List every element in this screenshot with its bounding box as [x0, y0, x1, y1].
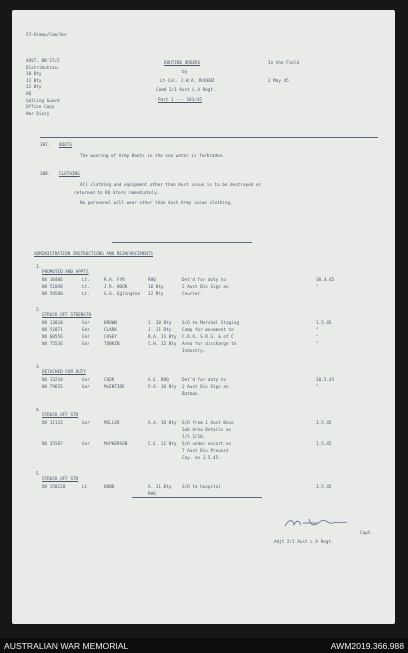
- row-unit: 10 Bty: [148, 285, 164, 290]
- row-unit: C.E. 11 Bty: [148, 442, 177, 447]
- row-no: NX 75536: [42, 342, 63, 347]
- by-label: by: [182, 70, 188, 75]
- footer-bar: [0, 638, 408, 653]
- row-detail: Camp for movement to: [182, 328, 234, 333]
- row-unit: 12 Bty: [148, 292, 164, 297]
- unit-name: Comd 2/1 Aust L A Regt.: [156, 88, 216, 93]
- row-detail: Courier.: [182, 292, 203, 297]
- row-name: COOK: [104, 378, 115, 383]
- row-detail: Area for discharge to: [182, 342, 237, 347]
- distribution-line: War Diary: [26, 111, 50, 117]
- header-divider: [40, 137, 378, 138]
- row-detail: Det'd for duty to: [182, 278, 226, 283]
- row-date: ": [316, 342, 319, 347]
- row-detail: S/O under escort as: [182, 442, 232, 447]
- row-no: NX 35507: [42, 442, 63, 447]
- item-number: 307.: [40, 143, 51, 148]
- row-date: 1.5.45: [316, 321, 332, 326]
- section-divider: [112, 242, 252, 243]
- row-detail: S/O to Marshal Staging: [182, 321, 239, 326]
- row-no: NX 51871: [42, 328, 63, 333]
- document-page: [12, 10, 395, 624]
- row-rank: Lt.: [82, 285, 90, 290]
- row-unit: J. 11 Bty: [148, 328, 172, 333]
- place: In the Field: [268, 61, 300, 66]
- row-detail: S/O from 1 Aust Base: [182, 421, 234, 426]
- row-no: NX 51848: [42, 285, 63, 290]
- end-divider: [132, 497, 262, 498]
- group-heading: STRUCK OFF STR: [42, 413, 79, 418]
- row-detail: Industry.: [182, 349, 206, 354]
- row-rank: Lt.: [82, 278, 90, 283]
- row-detail: Det'd for duty to: [182, 378, 226, 383]
- group-heading: STRUCK OFF STR: [42, 477, 79, 482]
- item-heading: BOOTS: [59, 143, 72, 148]
- row-date: ": [316, 285, 319, 290]
- row-date: 1.5.45: [316, 421, 332, 426]
- group-heading: DETACHED FOR DUTY: [42, 370, 86, 375]
- row-unit: A.A. 10 Bty: [148, 421, 177, 426]
- row-name: TONKIN: [104, 342, 120, 347]
- row-rank: Lt: [82, 485, 88, 490]
- row-detail: 1/5 2/10.: [182, 435, 206, 440]
- document-title: ROUTINE ORDERS: [164, 61, 201, 66]
- row-no: NX 13818: [42, 321, 63, 326]
- row-no: NX 60556: [42, 335, 63, 340]
- row-date: ": [316, 328, 319, 333]
- row-date: 1.5.45: [316, 442, 332, 447]
- section-title: ADMINISTRATION INSTRUCTIONS AND REINFORCEMENTS: [34, 252, 153, 257]
- group-number: 1.: [36, 265, 42, 270]
- row-rank: Gnr: [82, 335, 90, 340]
- row-unit: P.A. 10 Bty: [148, 385, 177, 390]
- row-unit: A.E. RHQ: [148, 378, 169, 383]
- row-date: ": [316, 335, 319, 340]
- row-unit: C.H. 12 Bty: [148, 342, 177, 347]
- group-number: 4.: [36, 408, 42, 413]
- row-detail: 2 Aust Div Sigs as: [182, 385, 229, 390]
- row-unit: R.A. 11 Bty: [148, 335, 177, 340]
- row-rank: Gnr: [82, 421, 90, 426]
- row-date: ": [316, 385, 319, 390]
- footer-id: AWM2019.366.988: [330, 641, 404, 651]
- distribution-line: Gatling Guard: [26, 98, 60, 104]
- row-name: R.A. FYR: [104, 278, 125, 283]
- row-name: McENTIRE: [104, 385, 125, 390]
- row-unit: J. 10 Bty: [148, 321, 172, 326]
- distribution-line: Office Copy: [26, 105, 55, 111]
- row-rank: Gnr: [82, 321, 90, 326]
- item-text: All clothing and equipment other than Aust issue is to be destroyed or: [80, 183, 262, 188]
- row-name: BOND: [104, 485, 115, 490]
- footer-source: AUSTRALIAN WAR MEMORIAL: [4, 641, 129, 651]
- row-name: J.R. HOOK: [104, 285, 128, 290]
- corner-note: 57—Stamp/Com/Ser: [26, 33, 68, 38]
- row-date: 30.5.45: [316, 378, 335, 383]
- row-rank: Gnr: [82, 385, 90, 390]
- row-rank: Lt.: [82, 292, 90, 297]
- row-name: McPHERSON: [104, 442, 128, 447]
- row-unit: A. 11 Bty: [148, 485, 172, 490]
- distribution-line: HQ: [26, 92, 32, 97]
- row-date: 30.4.45: [316, 278, 335, 283]
- row-detail: C.R.O. S.R.S. & of C: [182, 335, 234, 340]
- row-no: NX 59580: [42, 292, 63, 297]
- row-rank: Gnr: [82, 328, 90, 333]
- row-detail: 2 Aust Div Sigs as: [182, 285, 229, 290]
- row-name: CLARK: [104, 328, 117, 333]
- part-number: Part 1 --- 183/45: [158, 98, 202, 103]
- distribution-line: 10 Bty: [26, 72, 42, 78]
- row-rank: Gnr: [82, 442, 90, 447]
- row-unit: RHQ: [148, 492, 156, 497]
- item-number: 308.: [40, 172, 51, 177]
- date: 2 May 45: [268, 79, 289, 84]
- row-detail: Coy. on 1.5.45.: [182, 456, 221, 461]
- row-detail: Batman.: [182, 392, 201, 397]
- group-number: 3.: [36, 365, 42, 370]
- row-no: NX 13210: [42, 378, 63, 383]
- signature-suffix: Capt.: [360, 531, 373, 536]
- row-name: BROWN: [104, 321, 117, 326]
- commander-name: Lt-Col. J.W.A. McKENZ: [160, 79, 215, 84]
- item-heading: CLOTHING: [59, 172, 80, 177]
- row-rank: Gnr: [82, 378, 90, 383]
- distribution-line: Distribution:: [26, 65, 60, 71]
- group-heading: PROMOTED AND APPTS: [42, 270, 89, 275]
- row-name: MILLER: [104, 421, 120, 426]
- item-text: The wearing of Army Boots in the sea water is forbidden.: [80, 154, 225, 159]
- item-text: returned to RQ Store immediately.: [74, 191, 160, 196]
- distribution-line: 11 Bty: [26, 78, 42, 84]
- group-number: 2.: [36, 308, 42, 313]
- row-detail: Sub Area Details as: [182, 428, 232, 433]
- row-no: NX 16486: [42, 278, 63, 283]
- row-no: NX 31133: [42, 421, 63, 426]
- row-name: G.G. Eglington: [104, 292, 141, 297]
- row-no: NX 150228: [42, 485, 66, 490]
- row-rank: Gnr: [82, 342, 90, 347]
- group-number: 5.: [36, 472, 42, 477]
- row-detail: S/O to hospital: [182, 485, 221, 490]
- distribution-line: AUST. BN 57/2: [26, 59, 60, 64]
- row-date: 1.5.45: [316, 485, 332, 490]
- row-unit: RHQ: [148, 278, 156, 283]
- row-no: NX 79655: [42, 385, 63, 390]
- item-text: No personnel will wear other than Aust Army issue clothing.: [80, 201, 233, 206]
- group-heading: STRUCK OFF STRENGTH: [42, 313, 92, 318]
- signature-line: Adjt 2/1 Aust L A Regt.: [274, 540, 334, 545]
- distribution-line: 12 Bty: [26, 85, 42, 91]
- row-detail: 7 Aust Div Provost: [182, 449, 229, 454]
- row-name: CASEY: [104, 335, 117, 340]
- handwritten-signature: [281, 517, 351, 529]
